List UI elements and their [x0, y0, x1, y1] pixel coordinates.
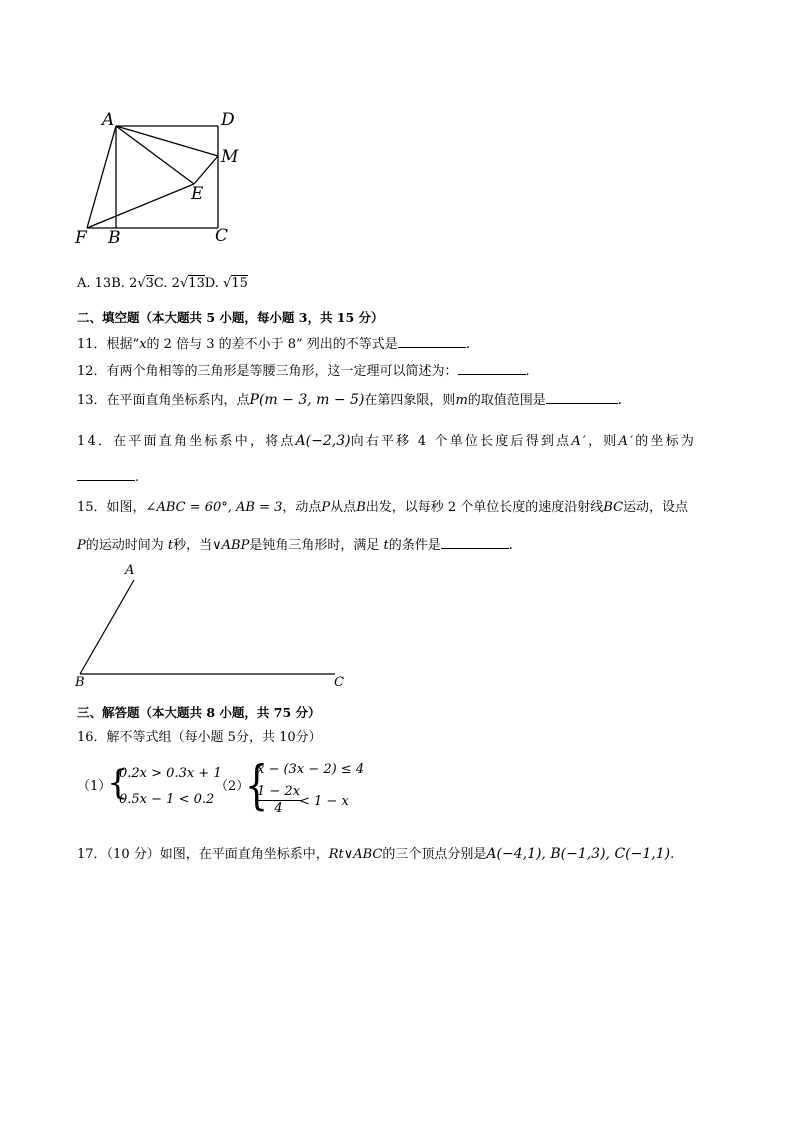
q11-var: x [139, 337, 147, 352]
q14-mid: 向右平移 4 个单位长度后得到点 [350, 434, 572, 449]
option-c-rad: 13 [188, 276, 205, 291]
q13-end: . [617, 393, 622, 408]
q10-options [77, 276, 248, 292]
q15-end: . [508, 538, 513, 553]
q16-part2 [215, 758, 415, 828]
q15-line2-c: 是钝角三角形时，满足 [249, 538, 380, 553]
q16-p1-line2: 0.5x − 1 < 0.2 [119, 792, 215, 807]
q14-line2 [77, 467, 139, 486]
q11-pre: 11．根据“ [77, 337, 140, 352]
q16-p2-fraction [255, 784, 302, 817]
ray-BA [80, 580, 134, 674]
q15-line2-b: 秒，当 [173, 538, 213, 553]
q12-text: 12．有两个角相等的三角形是等腰三角形，这一定理可以简述为： [77, 364, 458, 379]
q15-p: P [321, 500, 331, 515]
q15-mid: ，动点 [282, 500, 322, 515]
figure-square-diagram [70, 105, 250, 250]
figure-angle-diagram [70, 560, 360, 695]
q14-ap2: A′ [618, 434, 636, 449]
q16-text: 16．解不等式组（每小题 5分，共 10分） [77, 730, 322, 745]
q15-t: t [167, 538, 174, 553]
q16-p1-label: （1） [77, 779, 112, 794]
q15-line2-a: 的运动时间为 [85, 538, 164, 553]
edge-AF [87, 126, 116, 228]
q16-p2-label: （2） [215, 779, 250, 794]
q16-p2-line1: x − (3x − 2) ≤ 4 [257, 762, 365, 777]
q13-answer-blank[interactable] [546, 390, 618, 404]
q15-t2: t [383, 538, 389, 553]
label-A: A [125, 563, 135, 578]
q11-end: . [465, 337, 470, 352]
q15-answer-blank[interactable] [441, 535, 509, 549]
q15-tri: ∨ABP [212, 538, 250, 553]
option-c-coef: 2 [171, 276, 180, 291]
q15-angle: ∠ABC = 60°, AB = 3 [145, 500, 283, 515]
label-D: D [221, 110, 235, 130]
q16-p2-rhs: < 1 − x [299, 794, 349, 809]
q11-post: 的 2 倍与 3 的差不小于 8” 列出的不等式是 [146, 337, 398, 352]
q14-line1-text: 14．在平面直角坐标系中，将点 [77, 434, 296, 449]
option-b-coef: 2 [129, 276, 138, 291]
q14-answer-blank[interactable] [77, 467, 135, 481]
q13-var: m [455, 393, 468, 408]
q14-line1 [77, 433, 696, 450]
q12 [77, 361, 530, 380]
q13-mid: 在第四象限，则 [364, 393, 456, 408]
q17-points: A(−4,1), B(−1,3), C(−1,1) [486, 846, 671, 862]
option-c-label: C. [153, 276, 168, 291]
option-b-label: B. [111, 276, 125, 291]
q16-p2-numerator: 1 − 2x [257, 784, 301, 799]
q15-line2-p: P [77, 538, 86, 553]
q15-mid2: 从点 [330, 500, 357, 515]
q17 [77, 846, 674, 863]
edge-AE [116, 126, 194, 184]
label-A: A [102, 110, 115, 130]
section2-title: 二、填空题（本大题共 5 小题，每小题 3，共 15 分） [77, 310, 384, 325]
q15-line2-d: 的条件是 [388, 538, 441, 553]
q17-pre: 17．（10 分）如图，在平面直角坐标系中， [77, 847, 329, 862]
label-M: M [221, 147, 239, 167]
label-E: E [191, 184, 204, 204]
q15-line1-end: 运动，设点 [623, 500, 689, 515]
q15-line2 [77, 535, 513, 554]
section3-title: 三、解答题（本大题共 8 小题，共 75 分） [77, 705, 321, 720]
edge-AM [116, 126, 218, 156]
sqrt-icon: √ [223, 276, 232, 291]
q17-end: . [670, 847, 675, 862]
q15-b: B [356, 500, 366, 515]
q13-pre: 13．在平面直角坐标系内，点 [77, 393, 250, 408]
q17-mid: 的三个顶点分别是 [382, 847, 487, 862]
q11 [77, 334, 470, 353]
option-d-rad: 15 [231, 276, 248, 291]
sqrt-icon: √ [179, 276, 189, 291]
q16-p1-line1: 0.2x > 0.3x + 1 [119, 766, 222, 781]
q14-end-text: 的坐标为 [635, 434, 697, 449]
q15-pre: 15．如图， [77, 500, 146, 515]
edge-FE [87, 184, 194, 228]
option-a: A. 13 [77, 276, 112, 291]
q13-post: 的取值范围是 [467, 393, 546, 408]
q15-post: 出发，以每秒 2 个单位长度的速度沿射线 [365, 500, 604, 515]
brace-icon: { [107, 763, 129, 803]
q17-tri: Rt∨ABC [328, 847, 383, 862]
q14-point: A(−2,3) [295, 433, 351, 449]
q14-post: ，则 [588, 434, 619, 449]
q13-point: P(m − 3, m − 5) [249, 392, 365, 408]
q15-bc: BC [603, 500, 624, 515]
q15-line1 [77, 500, 688, 516]
q14-ap: A′ [571, 434, 589, 449]
sqrt-icon: √ [137, 276, 146, 291]
q11-answer-blank[interactable] [398, 334, 466, 348]
option-b-rad: 3 [145, 276, 154, 291]
edge-EM [194, 156, 218, 184]
label-B: B [75, 675, 85, 690]
q13 [77, 390, 622, 409]
label-C: C [215, 226, 229, 246]
option-d-label: D. [204, 276, 219, 291]
q12-end: . [525, 364, 530, 379]
brace-icon: { [244, 756, 269, 816]
q14-end: . [135, 470, 140, 485]
label-B: B [108, 228, 121, 248]
q12-answer-blank[interactable] [458, 361, 526, 375]
q16-p2-denominator: 4 [274, 801, 283, 816]
label-F: F [75, 228, 87, 248]
angle-diagram-svg [70, 560, 360, 695]
label-C: C [334, 675, 344, 690]
